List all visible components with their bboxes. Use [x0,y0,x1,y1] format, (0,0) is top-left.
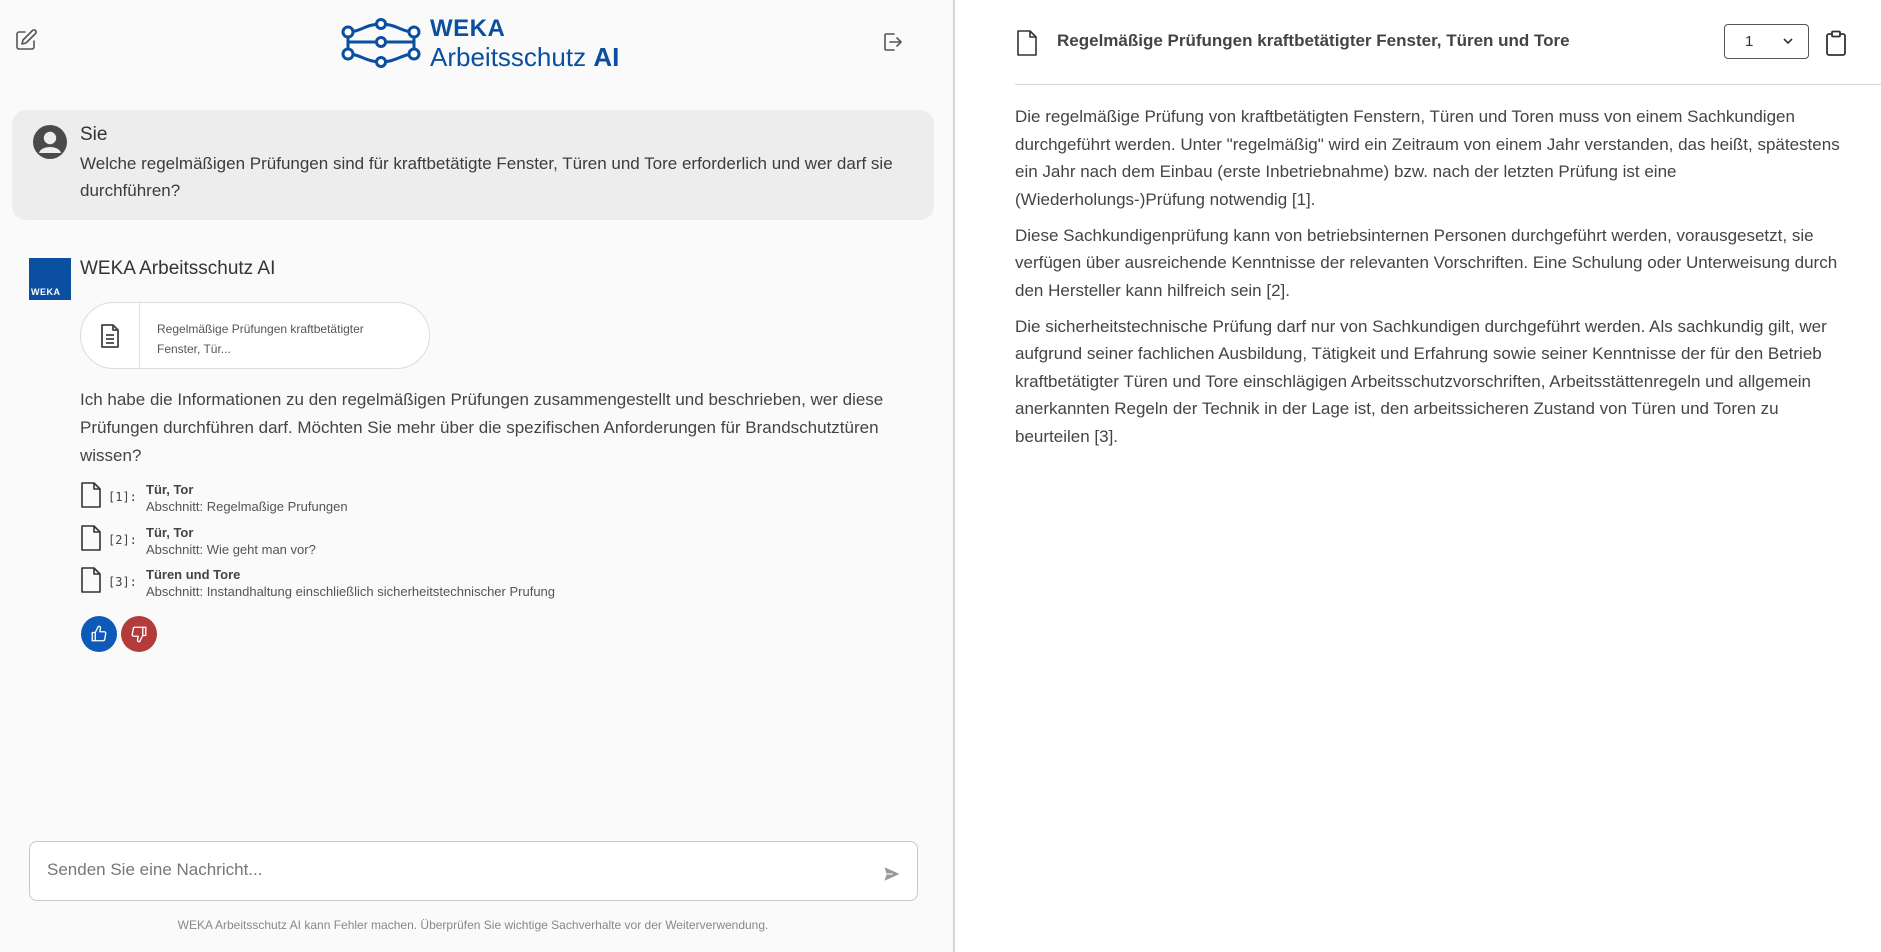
assistant-avatar-text: WEKA [31,287,61,297]
like-button[interactable] [81,616,117,652]
source-title: Tür, Tor [146,482,194,497]
document-divider [1015,84,1881,85]
document-paragraph: Die sicherheitstechnische Prüfung darf nur von Sachkundigen durchgeführt werden. Als sachkundig gilt, wer aufgrund seiner fachlichen Ausbildung, Tätigkeit und Erfahrung sowie seiner Kenntnisse der für den Betrieb kraftbetätigter Türen und Tore einschlägigen Arbeitsschutzvorschriften, Arbeitsstättenregeln und allgemein anerkannten Regeln der Technik in der Lage ist, den arbeitssicheren Zustand von Türen und Toren zu beurteilen [3]. [1015,316,1827,446]
source-section: Abschnitt: Instandhaltung einschließlich sicherheitstechnischer Prufung [146,584,556,599]
logout-button[interactable] [876,26,908,58]
page-select-value: 1 [1745,33,1754,50]
document-paragraph: Die regelmäßige Prüfung von kraftbetätigten Fenstern, Türen und Toren muss von einem Sachkundigen durchgeführt werden. Unter "regelmäßig" wird ein Zeitraum von einem Jahr verstanden, das heißt, spätestens ein Jahr nach dem Einbau (erste Inbetriebnahme) bzw. nach der letzten Prüfung ist eine (Wiederholungs-)Prüfung notwendig [1]. [1015,107,1840,209]
chevron-down-icon [1782,36,1794,46]
assistant-answer: Ich habe die Informationen zu den regelmäßigen Prüfungen zusammengestellt und beschrieben, wer diese Prüfungen durchführen darf. Möchten Sie mehr über die spezifischen Anforderungen für Brandschutztüren wissen? [80,390,884,465]
source-section: Abschnitt: Regelmaßige Prufungen [146,499,348,514]
disclaimer: WEKA Arbeitsschutz AI kann Fehler machen. Überprüfen Sie wichtige Sachverhalte vor der Weiterverwendung. [177,918,769,932]
thumbs-down-icon [130,625,148,643]
document-paragraph: Diese Sachkundigenprüfung kann von betriebsinternen Personen durchgeführt werden, vorausgesetzt, sie verfügen über ausreichende Kenntnisse der relevanten Vorschriften. Eine Schulung oder Unterweisung durch den Hersteller kann hilfreich sein [2]. [1015,225,1838,300]
user-name: Sie [80,124,108,145]
weka-network-logo-icon [340,18,422,68]
source-number: [2]: [108,533,137,547]
source-section: Abschnitt: Wie geht man vor? [146,542,316,557]
assistant-avatar [29,258,71,300]
user-message [12,110,934,220]
copy-button[interactable] [1822,28,1850,58]
document-body [1015,103,1853,459]
document-title: Regelmäßige Prüfungen kraftbetätigter Fenster, Türen und Tore [1057,31,1570,50]
source-number: [1]: [108,490,137,504]
assistant-name: WEKA Arbeitsschutz AI [80,258,276,279]
document-icon [80,567,102,593]
document-text-icon [99,323,121,349]
user-message-text: Welche regelmäßigen Prüfungen sind für kraftbetätigte Fenster, Türen und Tore erforderlich und wer darf sie durchführen? [80,154,893,200]
source-title: Türen und Tore [146,567,241,582]
logout-icon [880,30,904,54]
source-number: [3]: [108,575,137,589]
document-icon [1016,30,1038,56]
clipboard-icon [1825,30,1847,56]
app-logo [340,16,619,70]
document-chip-icon-cell [81,303,140,368]
source-title: Tür, Tor [146,525,194,540]
user-avatar-icon [32,124,68,160]
page-select[interactable] [1724,24,1809,59]
document-chip[interactable] [80,302,430,369]
document-icon [80,482,102,508]
send-icon [883,865,901,883]
dislike-button[interactable] [121,616,157,652]
send-button[interactable] [880,862,904,886]
document-chip-label: Regelmäßige Prüfungen kraftbetätigter Fenster, Tür... [157,322,364,356]
product-name: Arbeitsschutz AI [430,41,620,72]
edit-icon [14,28,38,52]
message-input[interactable] [29,841,918,901]
brand-name: WEKA [430,14,506,42]
thumbs-up-icon [90,625,108,643]
document-icon [80,525,102,551]
new-chat-button[interactable] [10,24,42,56]
